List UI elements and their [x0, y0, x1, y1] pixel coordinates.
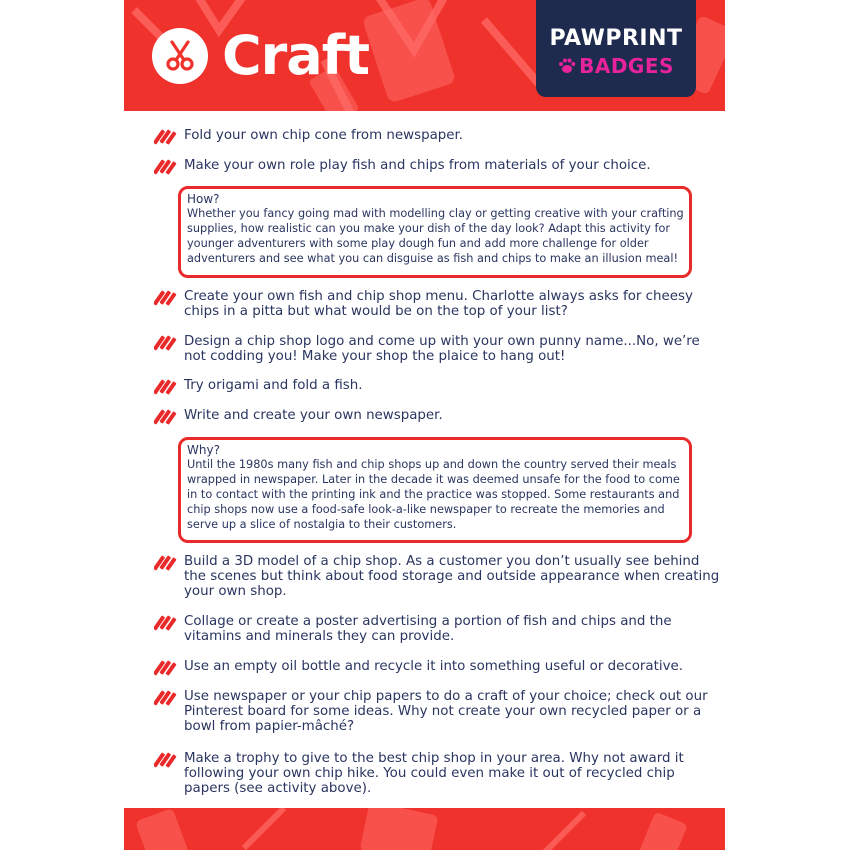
how-heading: How?: [187, 192, 220, 206]
activity-text: Try origami and fold a fish.: [184, 378, 363, 393]
chip-icon: [154, 659, 178, 679]
activity-page: [124, 0, 725, 850]
activity-text: Build a 3D model of a chip shop. As a customer you don’t usually see behind the scenes but think about food storage and outside appearance when creating your own shop.: [184, 554, 720, 599]
chip-icon: [154, 751, 178, 771]
how-box: [178, 186, 692, 278]
logo-line-2: BADGES: [579, 54, 674, 78]
decorative-pattern: [124, 808, 725, 850]
title-group: [152, 24, 370, 87]
why-text: Until the 1980s many fish and chip shops up and down the country served their meals wrapped in newspaper. Later in the decade it was deemed unsafe for the food to come in to contact with the printing ink and the practice was stopped. Some restaurants and chip shops now use a food-safe look-a-like newspaper to recreate the memories and serve up a slice of nostalgia to their customers.: [187, 458, 680, 531]
chip-icon: [154, 334, 178, 354]
chip-icon: [154, 128, 178, 148]
logo-line-1: PAWPRINT: [549, 26, 683, 51]
chip-icon: [154, 689, 178, 709]
paw-icon: [558, 57, 576, 75]
activity-text: Design a chip shop logo and come up with your own punny name...No, we’re not codding you! Make your shop the plaice to hang out!: [184, 334, 700, 364]
activity-text: Use newspaper or your chip papers to do a craft of your choice; check out our Pinterest board for some ideas. Why not create your own recycled paper or a bowl from papier-mâché?: [184, 689, 708, 734]
header-banner: [124, 0, 725, 111]
activity-text: Fold your own chip cone from newspaper.: [184, 128, 464, 143]
scissors-icon: [162, 38, 198, 74]
chip-icon: [154, 378, 178, 398]
chip-icon: [154, 614, 178, 634]
activity-text: Use an empty oil bottle and recycle it into something useful or decorative.: [184, 659, 684, 674]
footer-banner: [124, 808, 725, 850]
activity-text: Create your own fish and chip shop menu. Charlotte always asks for cheesy chips in a pitta but what would be on the top of your list?: [184, 289, 693, 319]
how-text: Whether you fancy going mad with modelling clay or getting creative with your crafting supplies, how realistic can you make your dish of the day look? Adapt this activity for younger adventurers with some play dough fun and add more challenge for older adventurers and see what you can disguise as fish and chips to make an illusion meal!: [187, 207, 684, 265]
why-heading: Why?: [187, 443, 220, 457]
activity-text: Make your own role play fish and chips from materials of your choice.: [184, 158, 651, 173]
chip-icon: [154, 289, 178, 309]
chip-icon: [154, 554, 178, 574]
chip-icon: [154, 408, 178, 428]
activity-text: Collage or create a poster advertising a portion of fish and chips and the vitamins and minerals they can provide.: [184, 614, 672, 644]
pawprint-badges-logo: [536, 0, 696, 97]
why-box: [178, 437, 692, 543]
scissors-icon-circle: [152, 28, 208, 84]
activity-text: Make a trophy to give to the best chip shop in your area. Why not award it following your own chip hike. You could even make it out of recycled chip papers (see activity above).: [184, 751, 684, 796]
activity-text: Write and create your own newspaper.: [184, 408, 443, 423]
page-title: Craft: [222, 24, 370, 87]
chip-icon: [154, 158, 178, 178]
